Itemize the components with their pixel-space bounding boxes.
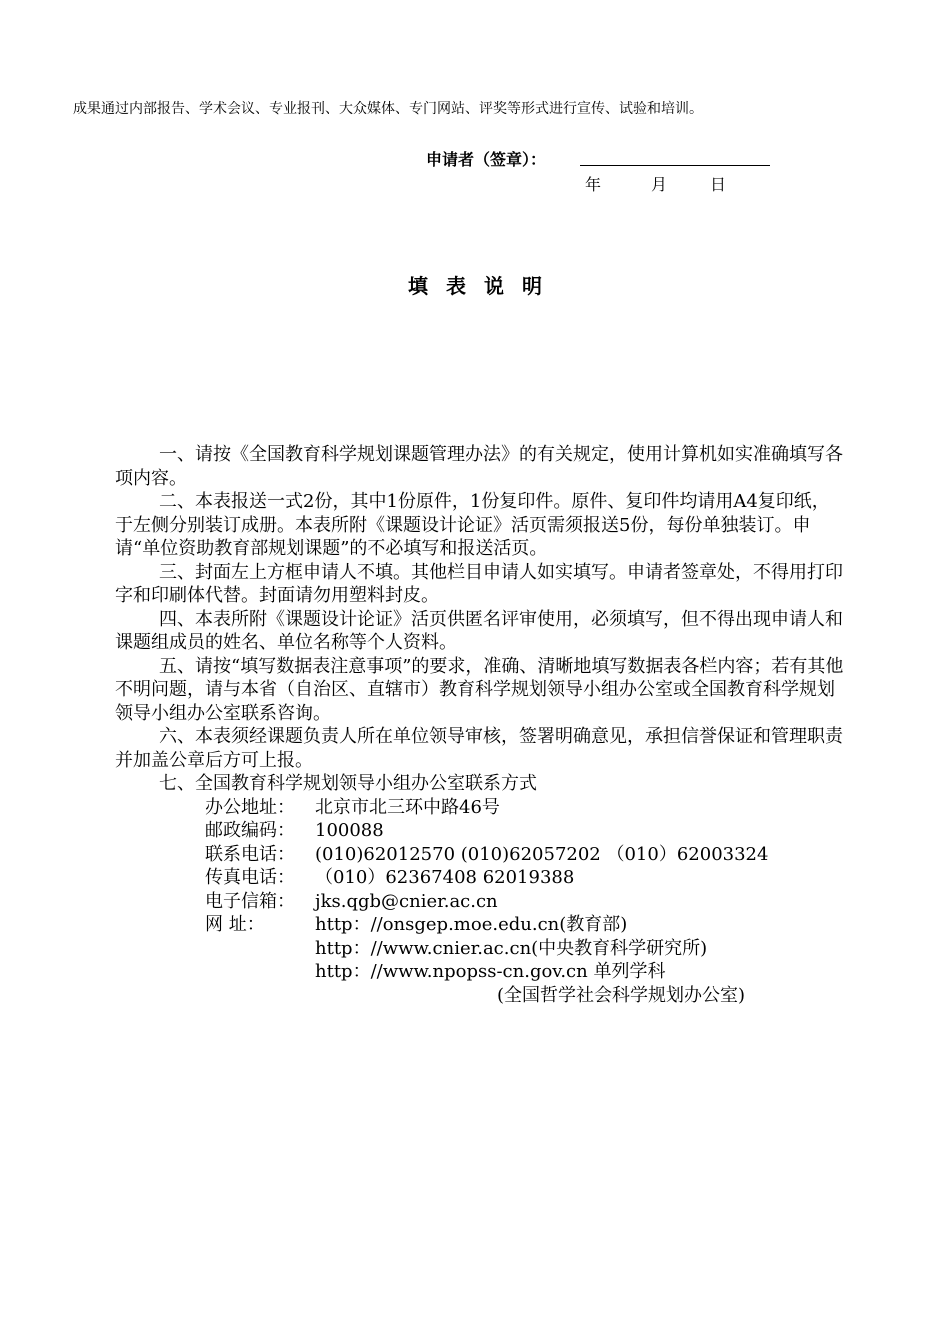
- contact-phone: [115, 843, 845, 867]
- contact-web-label: 网 址：: [205, 914, 265, 935]
- instruction-paragraph-4: 四、本表所附《课题设计论证》活页供匿名评审使用，必须填写，但不得出现申请人和课题组成员的姓名、单位名称等个人资料。: [115, 608, 843, 653]
- contact-address: [115, 796, 845, 820]
- contact-web-link-1[interactable]: http：//onsgep.moe.edu.cn(教育部): [315, 914, 628, 935]
- contact-phone-value: (010)62012570 (010)62057202 （010）62003324: [315, 843, 769, 865]
- contact-web: [115, 913, 845, 937]
- signature-label: 申请者（签章）：: [426, 150, 547, 169]
- instructions-body: [115, 443, 845, 1007]
- signature-line: [580, 165, 770, 166]
- header-note: 成果通过内部报告、学术会议、专业报刊、大众媒体、专门网站、评奖等形式进行宣传、试验和培训。: [73, 101, 703, 117]
- instructions-title: 填表说明: [408, 274, 560, 298]
- contact-web-link-2[interactable]: http：//www.cnier.ac.cn(中央教育科学研究所): [315, 937, 708, 959]
- date-day-label: 日: [710, 175, 727, 194]
- contact-postcode: [115, 819, 845, 843]
- instruction-paragraph-6: 六、本表须经课题负责人所在单位领导审核，签署明确意见，承担信誉保证和管理职责并加盖公章后方可上报。: [115, 726, 843, 771]
- contact-phone-label: 联系电话：: [205, 843, 295, 865]
- contact-web-line-3: [115, 960, 845, 984]
- contact-email-label: 电子信箱：: [205, 890, 295, 912]
- contact-email-value: jks.qgb@cnier.ac.cn: [315, 890, 498, 912]
- contact-postcode-value: 100088: [315, 820, 384, 841]
- instruction-paragraph-3: 三、封面左上方框申请人不填。其他栏目申请人如实填写。申请者签章处，不得用打印字和印刷体代替。封面请勿用塑料封皮。: [115, 561, 843, 606]
- contact-fax: [115, 866, 845, 890]
- contact-fax-label: 传真电话：: [205, 867, 295, 888]
- instruction-paragraph-7: 七、全国教育科学规划领导小组办公室联系方式: [159, 773, 537, 794]
- contact-web-line-3-note: (全国哲学社会科学规划办公室): [497, 984, 746, 1006]
- instruction-paragraph-2: 二、本表报送一式2份，其中1份原件，1份复印件。原件、复印件均请用A4复印纸，于左侧分别装订成册。本表所附《课题设计论证》活页需须报送5份，每份单独装订。申请“单位资助教育部规划课题”的不必填写和报送活页。: [115, 491, 830, 559]
- date-month-label: 月: [651, 175, 668, 194]
- contact-email: [115, 890, 845, 914]
- date-year-label: 年: [585, 175, 602, 194]
- contact-address-value: 北京市北三环中路46号: [315, 796, 500, 818]
- instruction-paragraph-5: 五、请按“填写数据表注意事项”的要求，准确、清晰地填写数据表各栏内容；若有其他不明问题，请与本省（自治区、直辖市）教育科学规划领导小组办公室或全国教育科学规划领导小组办公室联系咨询。: [115, 655, 844, 724]
- contact-postcode-label: 邮政编码：: [205, 820, 295, 841]
- contact-web-link-3[interactable]: http：//www.npopss-cn.gov.cn 单列学科: [315, 961, 666, 982]
- instruction-paragraph-1: 一、请按《全国教育科学规划课题管理办法》的有关规定，使用计算机如实准确填写各项内容。: [115, 444, 843, 489]
- contact-web-line-2: [115, 937, 845, 961]
- contact-fax-value: （010）62367408 62019388: [315, 867, 575, 888]
- contact-address-label: 办公地址：: [205, 796, 295, 818]
